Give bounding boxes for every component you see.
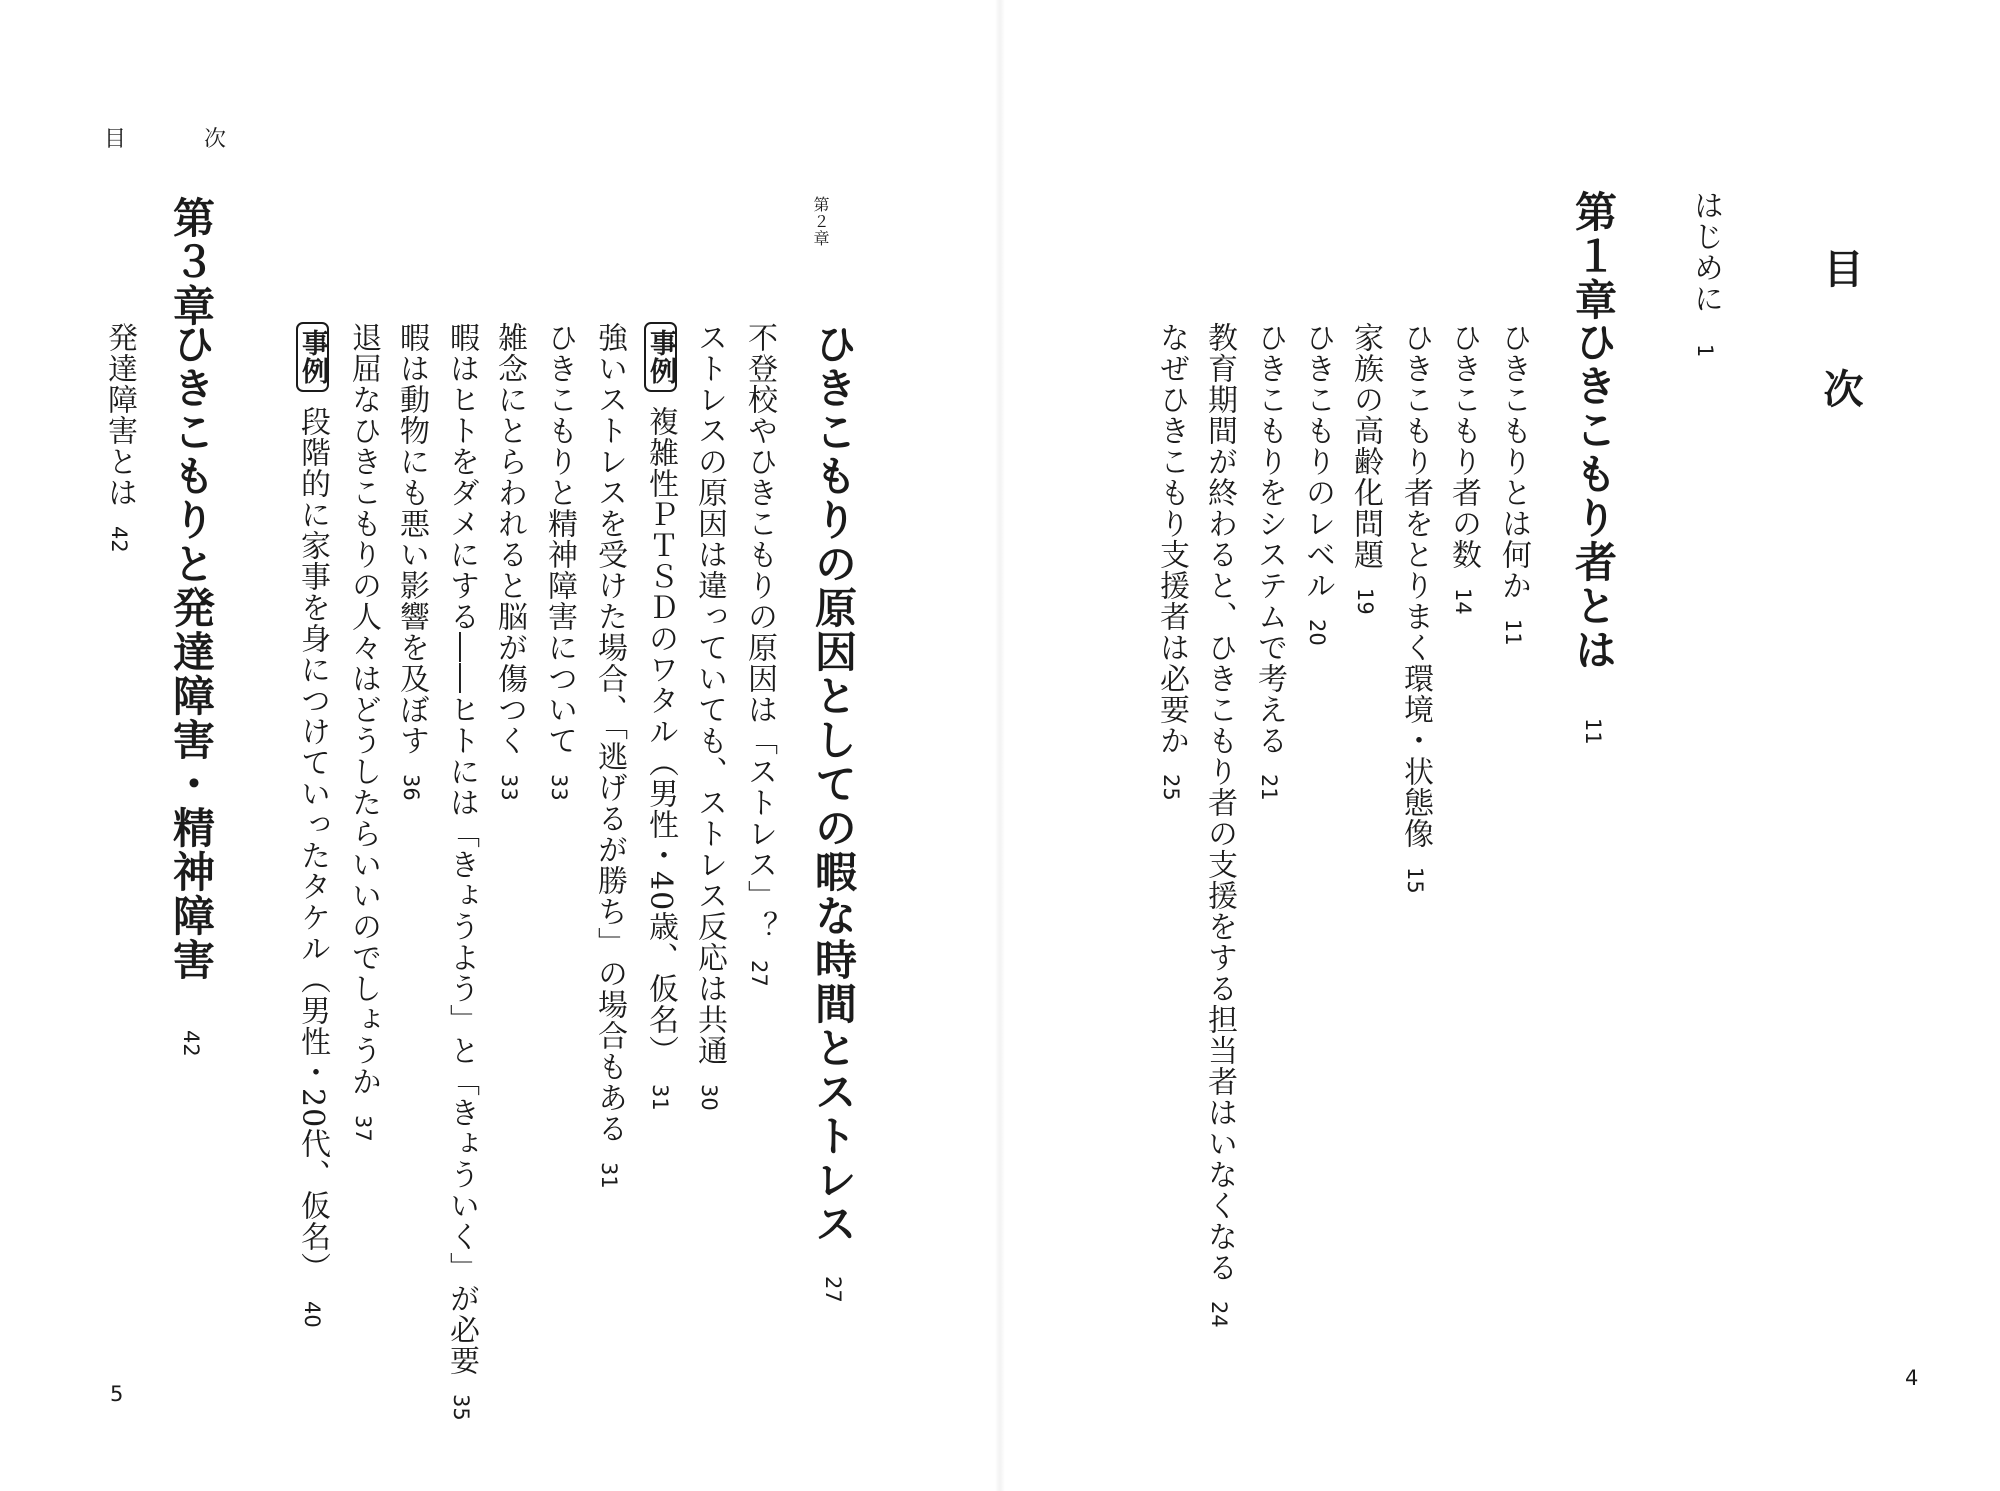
- entry-text: はじめに: [1688, 190, 1723, 314]
- entry-text: 家族の高齢化問題: [1348, 322, 1383, 570]
- entry-text: なぜひきこもり支援者は必要か: [1154, 322, 1189, 756]
- toc-entry[interactable]: [592, 322, 627, 1189]
- entry-page: 14: [1451, 588, 1475, 615]
- entry-page: 11: [1501, 619, 1525, 646]
- chapter3-label: 第３章: [167, 196, 216, 328]
- entry-page: 21: [1257, 774, 1281, 801]
- toc-entry[interactable]: [1496, 322, 1531, 646]
- toc-entry[interactable]: [542, 322, 577, 801]
- entry-text: ひきこもりとは何か: [1496, 322, 1531, 601]
- toc-entry[interactable]: [1398, 322, 1433, 894]
- entry-text: ひきこもりと精神障害について: [542, 322, 577, 756]
- toc-entry-case[interactable]: [644, 322, 677, 1111]
- entry-text: 教育期間が終わると、ひきこもり者の支援をする担当者はいなくなる: [1202, 322, 1237, 1283]
- chapter3-page: 42: [179, 1030, 203, 1057]
- entry-text: 発達障害とは: [102, 322, 137, 508]
- toc-entry[interactable]: [1348, 322, 1383, 615]
- toc-entry[interactable]: [1202, 322, 1237, 1328]
- page-number-right: 4: [1905, 1366, 1919, 1390]
- toc-entry[interactable]: [1446, 322, 1481, 615]
- entry-page: 36: [399, 774, 423, 801]
- entry-page: 31: [648, 1084, 672, 1111]
- entry-page: 19: [1353, 588, 1377, 615]
- entry-page: 31: [597, 1162, 621, 1189]
- chapter1-title: ひきこもり者とは: [1569, 320, 1618, 672]
- chapter2-page: 27: [821, 1276, 845, 1303]
- toc-title: 目次: [1817, 248, 1864, 488]
- entry-text: ひきこもりのレベル: [1300, 322, 1335, 601]
- entry-text: 暇は動物にも悪い影響を及ぼす: [394, 322, 429, 756]
- entry-page: 20: [1305, 619, 1329, 646]
- entry-page: 33: [547, 774, 571, 801]
- case-badge: 事例: [644, 322, 677, 392]
- toc-entry[interactable]: [1300, 322, 1335, 646]
- entry-page: 27: [747, 960, 771, 987]
- entry-text: 不登校やひきこもりの原因は「ストレス」？: [742, 322, 777, 942]
- entry-text: 段階的に家事を身につけていったタケル（男性・20代、仮名）: [295, 406, 330, 1284]
- toc-entry[interactable]: [394, 322, 429, 801]
- entry-page: 33: [497, 774, 521, 801]
- chapter1-heading: [1569, 320, 1618, 745]
- chapter2-title: ひきこもりの原因としての暇な時間とストレス: [809, 322, 858, 1246]
- right-page: [1000, 0, 2000, 1491]
- chapter1-label: 第１章: [1569, 190, 1618, 322]
- toc-entry-case[interactable]: [296, 322, 329, 1328]
- entry-text: 雑念にとらわれると脳が傷つく: [492, 322, 527, 756]
- entry-page: 35: [449, 1394, 473, 1421]
- entry-page: 30: [697, 1084, 721, 1111]
- chapter1-page: 11: [1581, 718, 1605, 745]
- entry-page: 37: [351, 1115, 375, 1142]
- entry-text: ひきこもり者をとりまく環境・状態像: [1398, 322, 1433, 849]
- chapter2-heading: [809, 322, 858, 1303]
- entry-text: ストレスの原因は違っていても、ストレス反応は共通: [692, 322, 727, 1066]
- toc-entry[interactable]: [742, 322, 777, 987]
- entry-page: 15: [1403, 867, 1427, 894]
- toc-entry[interactable]: [444, 322, 479, 1421]
- toc-entry[interactable]: [346, 322, 381, 1142]
- entry-text: 複雑性ＰＴＳＤのワタル（男性・40歳、仮名）: [643, 406, 678, 1067]
- entry-text: 退屈なひきこもりの人々はどうしたらいいのでしょうか: [346, 322, 381, 1097]
- case-badge: 事例: [296, 322, 329, 392]
- toc-entry[interactable]: [492, 322, 527, 801]
- chapter2-label: 第２章: [811, 196, 830, 247]
- toc-entry[interactable]: [692, 322, 727, 1111]
- toc-entry[interactable]: [1154, 322, 1189, 801]
- entry-page: 24: [1207, 1301, 1231, 1328]
- chapter3-heading: [167, 322, 216, 1057]
- entry-page: 1: [1693, 344, 1717, 358]
- entry-page: 40: [300, 1301, 324, 1328]
- page-number-left: 5: [110, 1382, 124, 1406]
- entry-page: 42: [107, 526, 131, 553]
- entry-text: 暇はヒトをダメにする――ヒトには「きょうよう」と「きょういく」が必要: [444, 322, 479, 1376]
- entry-page: 25: [1159, 774, 1183, 801]
- toc-entry[interactable]: [102, 322, 137, 553]
- toc-entry[interactable]: [1252, 322, 1287, 801]
- running-header: 目 次: [104, 127, 255, 152]
- toc-entry-intro[interactable]: [1688, 190, 1723, 358]
- chapter3-title: ひきこもりと発達障害・精神障害: [167, 322, 216, 982]
- entry-text: 強いストレスを受けた場合、「逃げるが勝ち」の場合もある: [592, 322, 627, 1144]
- entry-text: ひきこもり者の数: [1446, 322, 1481, 570]
- entry-text: ひきこもりをシステムで考える: [1252, 322, 1287, 756]
